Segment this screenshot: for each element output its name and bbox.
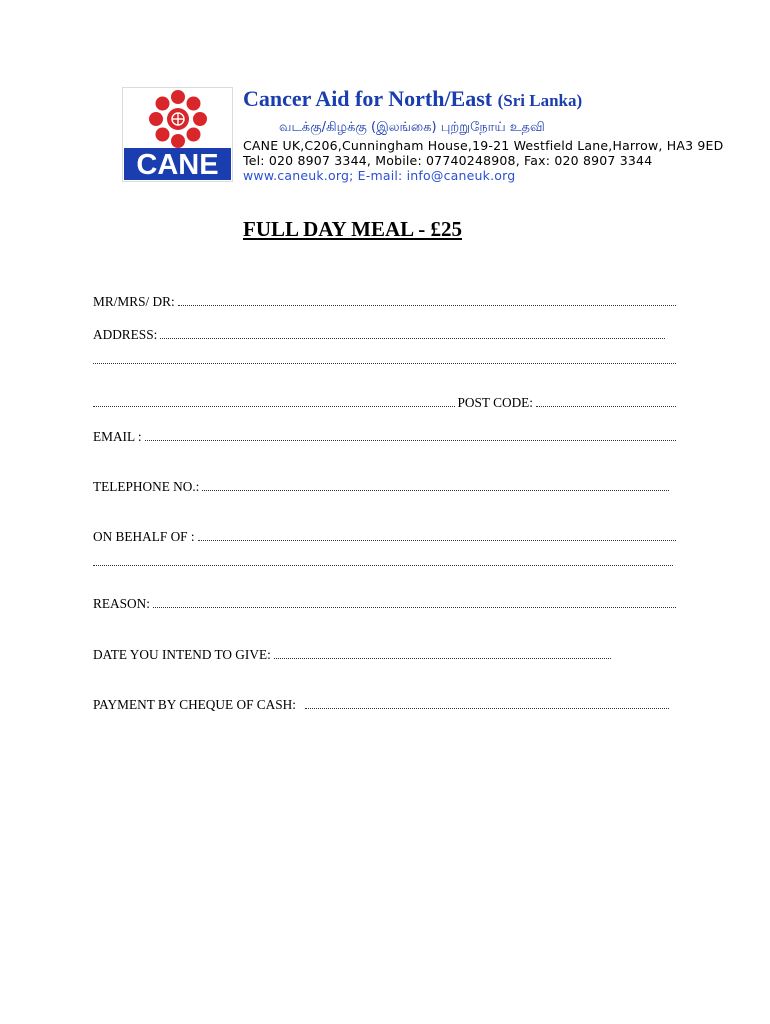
email-field[interactable] xyxy=(93,430,676,443)
name-label: MR/MRS/ DR: xyxy=(93,294,175,309)
reason-line[interactable] xyxy=(153,606,676,608)
org-name xyxy=(243,88,582,110)
address-label: ADDRESS: xyxy=(93,327,158,342)
payment-label: PAYMENT BY CHEQUE OF CASH: xyxy=(93,697,296,712)
address-line-2[interactable] xyxy=(93,362,676,364)
email-label: EMAIL : xyxy=(93,429,142,444)
telephone-line[interactable] xyxy=(202,489,669,491)
logo-text: CANE xyxy=(136,149,219,181)
on-behalf-line[interactable] xyxy=(198,539,676,541)
address-line: CANE UK,C206,Cunningham House,19-21 Westfield Lane,Harrow, HA3 9ED xyxy=(243,138,724,153)
on-behalf-label: ON BEHALF OF : xyxy=(93,529,195,544)
date-line[interactable] xyxy=(274,657,611,659)
payment-field[interactable] xyxy=(93,698,669,711)
telephone-label: TELEPHONE NO.: xyxy=(93,479,200,494)
cane-logo xyxy=(122,87,233,182)
on-behalf-line-2[interactable] xyxy=(93,564,673,566)
on-behalf-continuation-field[interactable] xyxy=(93,564,673,567)
address-continuation-field[interactable] xyxy=(93,362,676,365)
email-line[interactable] xyxy=(145,439,676,441)
post-code-label: POST CODE: xyxy=(457,395,533,410)
web-line[interactable]: www.caneuk.org; E-mail: info@caneuk.org xyxy=(243,168,516,183)
payment-line[interactable] xyxy=(305,707,669,709)
date-field[interactable] xyxy=(93,648,611,661)
on-behalf-field[interactable] xyxy=(93,530,676,543)
form-title: FULL DAY MEAL - £25 xyxy=(243,217,462,241)
org-name-sub: (Sri Lanka) xyxy=(497,91,583,110)
date-label: DATE YOU INTEND TO GIVE: xyxy=(93,647,271,662)
telephone-field[interactable] xyxy=(93,480,669,493)
phone-line: Tel: 020 8907 3344, Mobile: 07740248908, Fax: 020 8907 3344 xyxy=(243,153,653,168)
name-line[interactable] xyxy=(178,304,676,306)
address-postcode-field[interactable] xyxy=(93,396,676,409)
org-name-tamil: வடக்கு/கிழக்கு (இலங்கை) புற்றுநோய் உதவி xyxy=(279,120,545,135)
reason-label: REASON: xyxy=(93,596,150,611)
address-line-1[interactable] xyxy=(160,337,665,339)
post-code-line[interactable] xyxy=(536,405,676,407)
reason-field[interactable] xyxy=(93,597,676,610)
name-field[interactable] xyxy=(93,295,676,308)
org-name-main: Cancer Aid for North/East xyxy=(243,86,493,111)
address-line-3[interactable] xyxy=(93,405,455,407)
address-field[interactable] xyxy=(93,328,665,341)
